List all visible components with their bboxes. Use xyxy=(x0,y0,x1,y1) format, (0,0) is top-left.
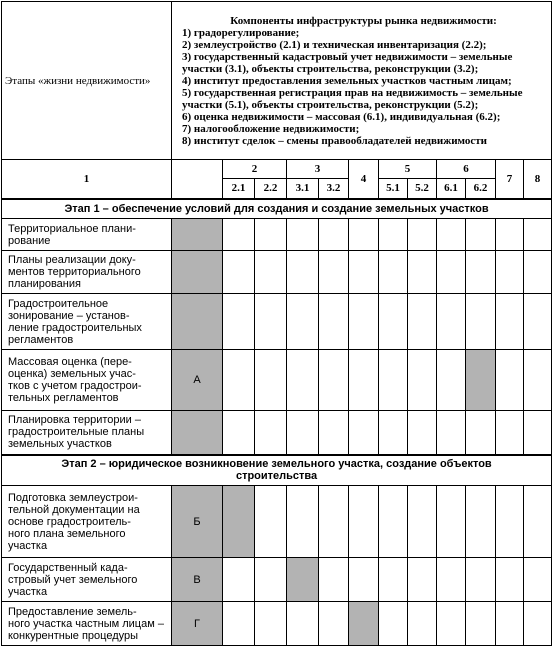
row-name: Территориальное плани- рование xyxy=(2,219,172,251)
component-line: участки (3.1), объекты строительства, реконструкции (3.2); xyxy=(182,62,479,75)
component-line: 6) оценка недвижимости – массовая (6.1), индивидуальная (6.2); xyxy=(182,110,501,123)
stage-2-title: Этап 2 – юридическое возникновение земельного участка, создание объектов строительства xyxy=(2,455,552,486)
col-number-4: 4 xyxy=(349,160,379,199)
cell-shaded xyxy=(466,350,496,411)
cell-shaded xyxy=(172,219,223,251)
components-title: Компоненты инфраструктуры рынка недвижимости: xyxy=(230,14,497,27)
table-row xyxy=(2,219,552,251)
cell-shaded xyxy=(172,251,223,294)
cell-mark-g: Г xyxy=(172,602,223,646)
table-row xyxy=(2,558,552,602)
cell-shaded xyxy=(172,411,223,455)
sub-number-6-1: 6.1 xyxy=(437,179,466,199)
sub-number-3-2: 3.2 xyxy=(319,179,349,199)
col-number-6: 6 xyxy=(437,160,496,179)
sub-number-5-1: 5.1 xyxy=(379,179,408,199)
col-number-blank xyxy=(172,160,223,199)
sub-number-3-1: 3.1 xyxy=(287,179,319,199)
row-name: Массовая оценка (пере- оценка) земельных учас- тков с учетом градострои- тельных регламентов xyxy=(2,350,172,411)
sub-number-2-1: 2.1 xyxy=(223,179,255,199)
sub-number-6-2: 6.2 xyxy=(466,179,496,199)
col-number-8: 8 xyxy=(524,160,552,199)
row-name: Планировка территории – градостроительные планы земельных участков xyxy=(2,411,172,455)
component-line: 5) государственная регистрация прав на недвижимость – земельные xyxy=(182,86,523,99)
col-number-7: 7 xyxy=(496,160,524,199)
sub-number-5-2: 5.2 xyxy=(408,179,437,199)
row-name: Государственный када- стровый учет земельного участка xyxy=(2,558,172,602)
table-row xyxy=(2,350,552,411)
cell-shaded xyxy=(349,602,379,646)
cell-shaded xyxy=(287,558,319,602)
stages-header: Этапы «жизни недвижимости» xyxy=(2,2,172,160)
col-number-1: 1 xyxy=(2,160,172,199)
cell-shaded xyxy=(172,294,223,350)
table-row xyxy=(2,251,552,294)
component-line: 3) государственный кадастровый учет недвижимости – земельные xyxy=(182,50,513,63)
row-name: Подготовка землеустрои- тельной документации на основе градостроитель- ного плана земельного участка xyxy=(2,486,172,558)
component-line: 8) институт сделок – смены правообладателей недвижимости xyxy=(182,134,488,147)
cell-mark-b: Б xyxy=(172,486,223,558)
component-line: 1) градорегулирование; xyxy=(182,26,300,39)
component-line: участки (5.1), объекты строительства, реконструкции (5.2); xyxy=(182,98,479,111)
infrastructure-matrix xyxy=(1,1,552,646)
row-name: Предоставление земель- ного участка частным лицам – конкурентные процедуры xyxy=(2,602,172,646)
sub-number-2-2: 2.2 xyxy=(255,179,287,199)
cell-shaded xyxy=(223,486,255,558)
row-name: Градостроительное зонирование – установ- ление градостроительных регламентов xyxy=(2,294,172,350)
table-row xyxy=(2,602,552,646)
component-line: 7) налогообложение недвижимости; xyxy=(182,122,360,135)
cell-mark-a: А xyxy=(172,350,223,411)
cell-mark-v: В xyxy=(172,558,223,602)
component-line: 4) институт предоставления земельных участков частным лицам; xyxy=(182,74,512,87)
table-row xyxy=(2,486,552,558)
col-number-2: 2 xyxy=(223,160,287,179)
table-row xyxy=(2,411,552,455)
row-name: Планы реализации доку- ментов территориального планирования xyxy=(2,251,172,294)
component-line: 2) землеустройство (2.1) и техническая инвентаризация (2.2); xyxy=(182,38,487,51)
table-row xyxy=(2,294,552,350)
col-number-3: 3 xyxy=(287,160,349,179)
stage-1-title: Этап 1 – обеспечение условий для создания и создание земельных участков xyxy=(2,199,552,219)
components-header xyxy=(172,2,552,160)
col-number-5: 5 xyxy=(379,160,437,179)
